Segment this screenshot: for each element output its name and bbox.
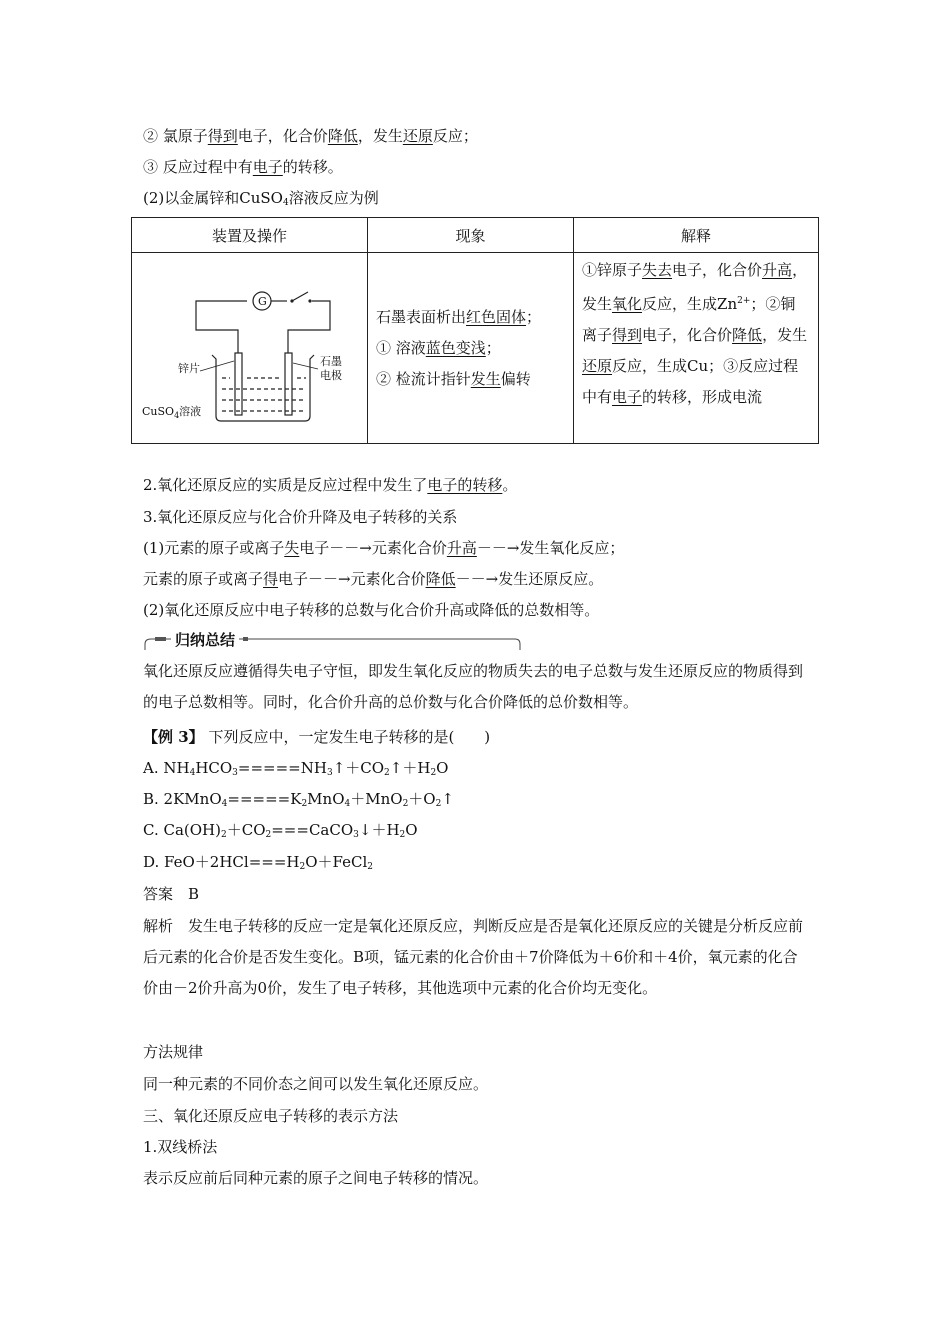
double-bridge-desc: 表示反应前后同种元素的原子之间电子转移的情况。 (143, 1169, 489, 1187)
graphite-label-2: 电极 (319, 369, 342, 382)
summary-title: 归纳总结 (171, 629, 239, 650)
phenomenon-cell: 石墨表面析出红色固体； ① 溶液蓝色变浅； ② 检流计指针发生偏转 (368, 253, 574, 444)
explanation-cell: ①锌原子失去电子，化合价升高，发生氧化反应，生成$Zn^{2+}$；②铜离子得到电子，化合价降低，发生还原反应，生成Cu；③反应过程中有电子的转移，形成电流 (574, 253, 819, 444)
beaker-icon (212, 355, 314, 421)
section-3-title: 3.氧化还原反应与化合价升降及电子转移的关系 (143, 508, 458, 526)
zinc-electrode (235, 353, 242, 415)
example-question: 【例 3】 下列反应中，一定发生电子转移的是( ) (143, 728, 491, 746)
section-2-essence: 2.氧化还原反应的实质是反应过程中发生了电子的转移。 (143, 476, 518, 494)
header-apparatus: 装置及操作 (132, 218, 368, 253)
section-3-total: (2)氧化还原反应中电子转移的总数与化合价升高或降低的总数相等。 (143, 601, 600, 619)
analysis: 解析 发生电子转移的反应一定是氧化还原反应，判断反应是否是氧化还原反应的关键是分析反应前后元素的化合价是否发生变化。B项，锰元素的化合价由＋7价降低为＋6价和＋4价，氧元素的化合价由－2价升高为0价，发生了电子转移，其他选项中元素的化合价均无变化。 (143, 917, 804, 997)
experiment-table (131, 217, 819, 444)
answer: 答案 B (143, 885, 200, 903)
section-three-title: 三、氧化还原反应电子转移的表示方法 (143, 1107, 399, 1125)
section-3-oxidation: (1)元素的原子或离子失电子－－→元素化合价升高－－→发生氧化反应； (143, 539, 625, 557)
graphite-electrode (285, 353, 292, 415)
method-text: 同一种元素的不同价态之间可以发生氧化还原反应。 (143, 1075, 489, 1093)
apparatus-cell (132, 253, 368, 444)
header-phenomenon: 现象 (368, 218, 574, 253)
intro-line-transfer: ③ 反应过程中有电子的转移。 (143, 158, 343, 176)
switch-icon (292, 292, 308, 301)
intro-line-example: (2)以金属锌和CuSO$_4$溶液反应为例 (143, 189, 379, 208)
option-b: B. $2KMnO_4=====K_2MnO_4+MnO_2+O_2↑$ (143, 790, 454, 809)
example-tag: 【例 3】 (143, 728, 204, 746)
double-bridge-title: 1.双线桥法 (143, 1138, 218, 1156)
galvanometer-label: G (257, 295, 267, 308)
summary-header (143, 628, 523, 652)
table-row (132, 253, 819, 444)
zinc-label: 锌片 (177, 362, 200, 375)
header-explanation: 解释 (574, 218, 819, 253)
section-3-reduction: 元素的原子或离子得电子－－→元素化合价降低－－→发生还原反应。 (143, 570, 604, 588)
option-a: A. $NH_4HCO_3=====NH_3↑+CO_2↑+H_2O$ (143, 759, 449, 778)
wire-right (288, 301, 330, 353)
wire-left (196, 301, 247, 353)
graphite-label-1: 石墨 (319, 355, 342, 368)
summary-text: 氧化还原反应遵循得失电子守恒，即发生氧化反应的物质失去的电子总数与发生还原反应的物质得到的电子总数相等。同时，化合价升高的总价数与化合价降低的总价数相等。 (143, 662, 804, 711)
option-d: D. $FeO+2HCl===H_2O+FeCl_2$ (143, 853, 373, 872)
table-header-row (132, 218, 819, 253)
galvanic-cell-diagram (140, 261, 360, 431)
intro-line-chlorine: ② 氯原子得到电子，化合价降低，发生还原反应； (143, 127, 478, 145)
solution-label: CuSO$_4$溶液 (141, 405, 201, 420)
option-c: C. $Ca(OH)_2+CO_2===CaCO_3↓+H_2O$ (143, 821, 418, 840)
method-title: 方法规律 (143, 1043, 204, 1061)
